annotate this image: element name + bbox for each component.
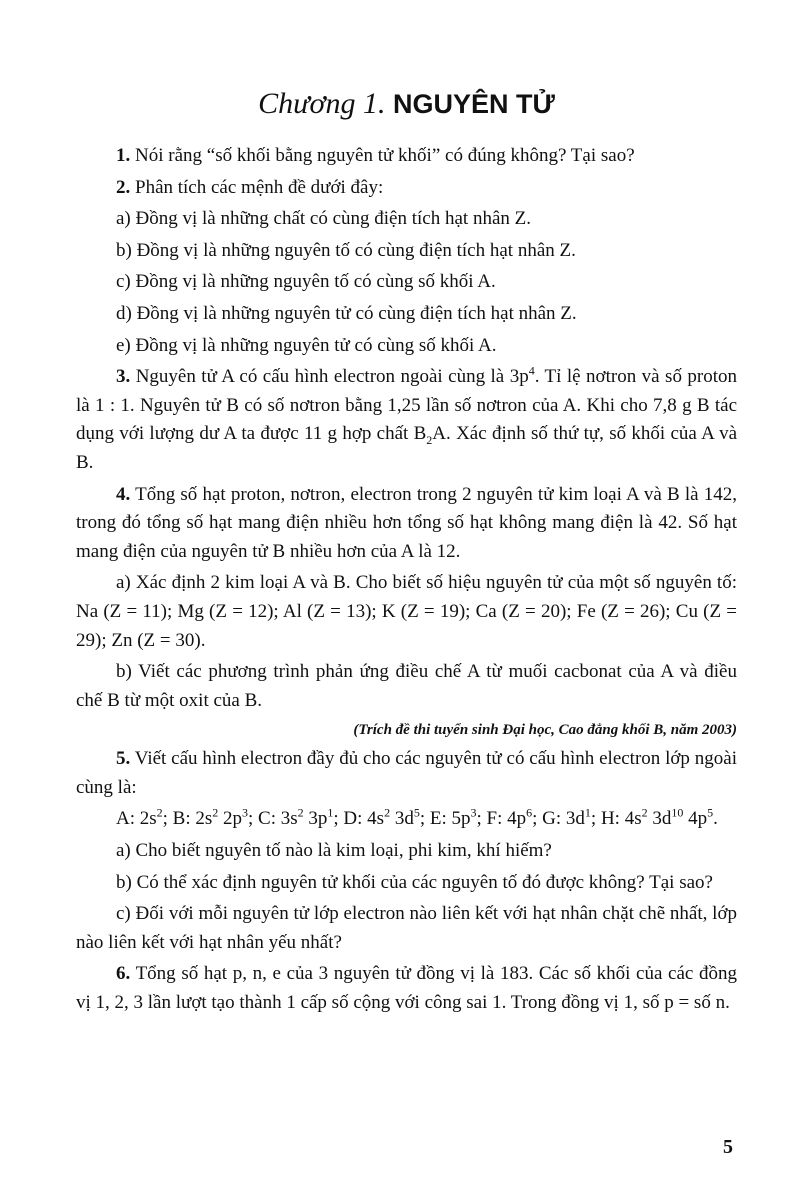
source-citation: (Trích đề thi tuyển sinh Đại học, Cao đẳng khối B, năm 2003) — [353, 722, 737, 739]
exercise-number: 1. — [116, 145, 131, 166]
exercise-5 — [76, 745, 737, 802]
exercise-text: Tổng số hạt proton, nơtron, electron trong 2 nguyên tử kim loại A và B là 142, trong đó tổng số hạt mang điện nhiều hơn tổng số hạt không mang điện là 42. Số hạt mang điện của nguyên tử B nhiều hơn của A là 12. — [76, 483, 737, 562]
option-d: d) Đồng vị là những nguyên tử có cùng điện tích hạt nhân Z. — [116, 302, 577, 324]
exercise-number: 4. — [116, 483, 131, 505]
exercise-4 — [76, 481, 737, 567]
subscript: 2 — [426, 433, 433, 448]
chapter-label: Chương 1. — [258, 87, 386, 120]
config-part: 3d — [647, 808, 672, 830]
superscript: 6 — [526, 806, 533, 821]
superscript: 3 — [242, 806, 249, 821]
superscript: 1 — [584, 806, 591, 821]
exercise-list — [76, 142, 737, 1018]
exercise-6 — [76, 960, 737, 1017]
sub-question-b: b) Có thể xác định nguyên tử khối của các nguyên tố đó được không? Tại sao? — [116, 871, 713, 893]
superscript: 2 — [156, 806, 163, 821]
config-part: 2p — [218, 808, 243, 830]
config-e: ; E: 5p — [419, 808, 471, 830]
sub-question-a: a) Cho biết nguyên tố nào là kim loại, phi kim, khí hiếm? — [116, 840, 552, 862]
superscript: 4 — [528, 363, 535, 378]
sub-question-b: b) Viết các phương trình phản ứng điều chế A từ muối cacbonat của A và điều chế B từ một oxit của B. — [76, 661, 737, 711]
config-a: A: 2s — [116, 808, 157, 830]
chapter-name: NGUYÊN TỬ — [392, 89, 555, 119]
option-e: e) Đồng vị là những nguyên tử có cùng số khối A. — [116, 334, 497, 356]
exercise-number: 2. — [116, 176, 131, 198]
exercise-text: Viết cấu hình electron đầy đủ cho các nguyên tử có cấu hình electron lớp ngoài cùng là: — [76, 748, 737, 798]
config-end: . — [713, 808, 718, 830]
chapter-title — [76, 0, 737, 128]
sub-question-c: c) Đối với mỗi nguyên tử lớp electron nào liên kết với hạt nhân chặt chẽ nhất, lớp nào liên kết với hạt nhân yếu nhất? — [76, 903, 737, 953]
superscript: 2 — [384, 806, 391, 821]
text-part: Nguyên tử A có cấu hình electron ngoài cùng là 3p — [135, 366, 529, 388]
superscript: 5 — [413, 806, 420, 821]
option-a: a) Đồng vị là những chất có cùng điện tích hạt nhân Z. — [116, 208, 531, 230]
exercise-1 — [76, 142, 737, 171]
option-b: b) Đồng vị là những nguyên tố có cùng điện tích hạt nhân Z. — [116, 239, 576, 261]
exercise-number: 5. — [116, 748, 131, 770]
superscript: 1 — [327, 806, 334, 821]
config-part: 4p — [683, 808, 708, 830]
exercise-2 — [76, 174, 737, 203]
config-d: ; D: 4s — [333, 808, 385, 830]
exercise-number: 3. — [116, 366, 131, 388]
config-f: ; F: 4p — [476, 808, 527, 830]
page-number: 5 — [723, 1136, 733, 1158]
exercise-text: Nói rằng “số khối bằng nguyên tử khối” có đúng không? Tại sao? — [135, 145, 635, 166]
config-g: ; G: 3d — [532, 808, 585, 830]
config-part: 3p — [303, 808, 328, 830]
superscript: 5 — [707, 806, 714, 821]
config-part: 3d — [390, 808, 414, 830]
exercise-text: Phân tích các mệnh đề dưới đây: — [135, 176, 384, 198]
config-h: ; H: 4s — [590, 808, 642, 830]
text-part: A. Xác định số thứ tự, số khối của A và B. — [76, 423, 737, 473]
exercise-number: 6. — [116, 963, 131, 985]
text-part: . Tỉ lệ nơtron và số proton là 1 : 1. Nguyên tử B có số nơtron bằng 1,25 lần số nơtron của A. Khi cho 7,8 g B tác dụng với lượng dư A ta được 11 g hợp chất B — [76, 366, 738, 445]
exercise-3 — [76, 363, 737, 477]
config-c: ; C: 3s — [248, 808, 298, 830]
config-b: ; B: 2s — [162, 808, 213, 830]
superscript: 2 — [641, 806, 648, 821]
superscript: 10 — [671, 806, 684, 821]
sub-question-a: a) Xác định 2 kim loại A và B. Cho biết số hiệu nguyên tử của một số nguyên tố: Na (Z = 11); Mg (Z = 12); Al (Z = 13); K (Z = 19); Ca (Z = 20); Fe (Z = 26); Cu (Z = 29); Zn (Z = 30). — [76, 572, 737, 651]
superscript: 2 — [297, 806, 304, 821]
electron-configurations — [76, 805, 737, 834]
option-c: c) Đồng vị là những nguyên tố có cùng số khối A. — [116, 271, 496, 293]
superscript: 3 — [470, 806, 477, 821]
exercise-text: Tổng số hạt p, n, e của 3 nguyên tử đồng vị là 183. Các số khối của các đồng vị 1, 2, 3 lần lượt tạo thành 1 cấp số cộng với công sai 1. Trong đồng vị 1, số p = số n. — [76, 963, 737, 1014]
superscript: 2 — [212, 806, 219, 821]
